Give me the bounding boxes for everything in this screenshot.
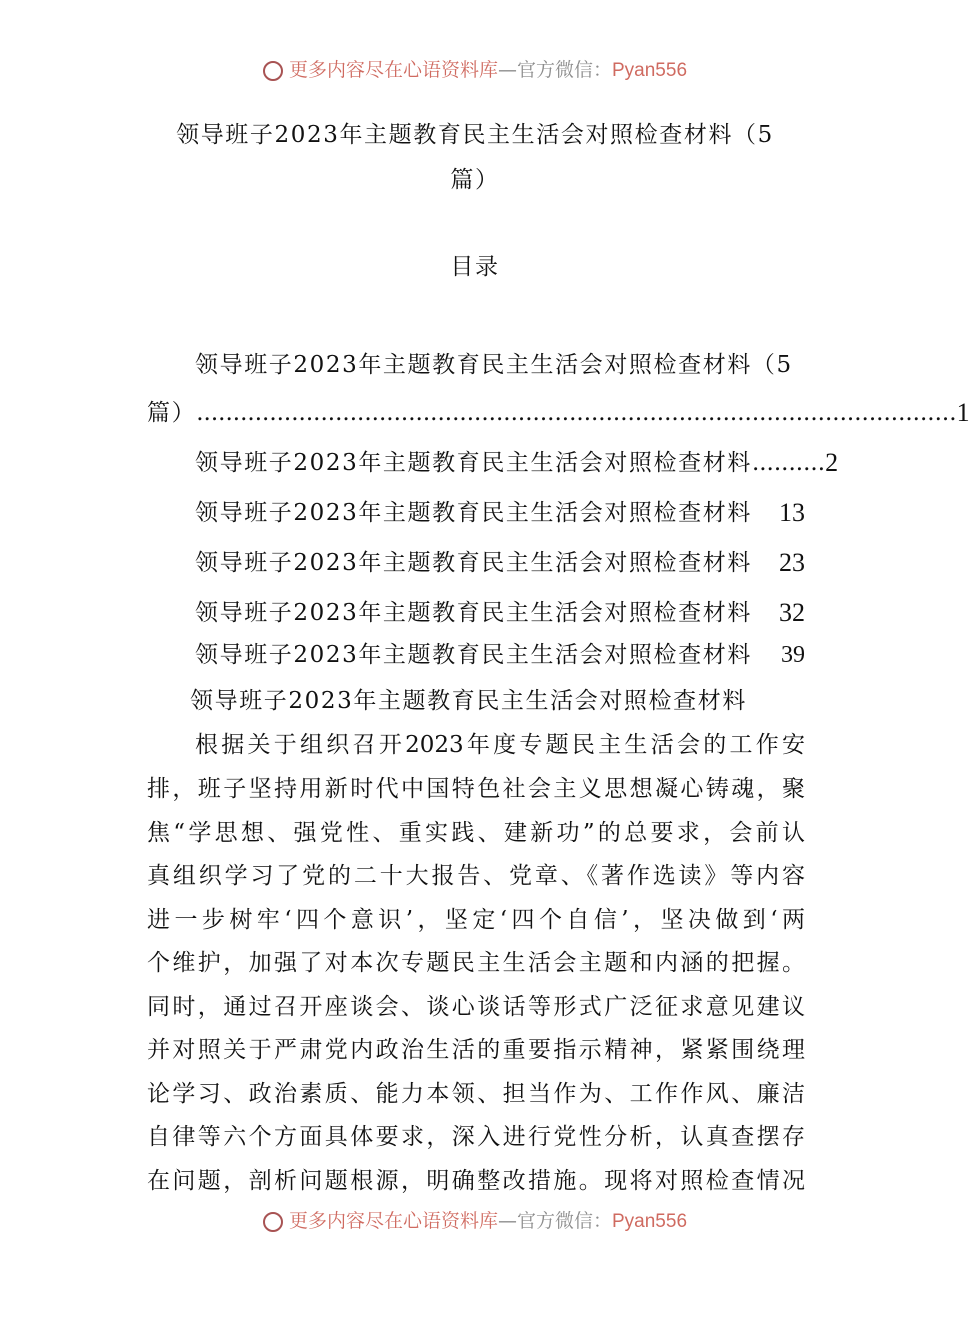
logo-icon bbox=[263, 1212, 283, 1232]
toc-entry-4[interactable]: 领导班子2023年主题教育民主生活会对照检查材料 23 bbox=[195, 548, 805, 577]
body-line: 个维护，加强了对本次专题民主生活会主题和内涵的把握。 bbox=[147, 950, 805, 976]
leader-spacer bbox=[752, 640, 781, 670]
toc-entry-3[interactable]: 领导班子2023年主题教育民主生活会对照检查材料 13 bbox=[195, 498, 805, 527]
toc-entry-1[interactable]: 篇） ........................................................................................................ 1 bbox=[147, 398, 970, 427]
body-line: 根据关于组织召开2023年度专题民主生活会的工作安 bbox=[195, 732, 805, 758]
toc-entry-6[interactable]: 领导班子2023年主题教育民主生活会对照检查材料 39 bbox=[195, 642, 805, 668]
body-line: 自律等六个方面具体要求，深入进行党性分析，认真查摆存 bbox=[147, 1124, 805, 1150]
body-line: 焦“学思想、强党性、重实践、建新功”的总要求，会前认 bbox=[147, 820, 805, 846]
body-line: 并对照关于严肃党内政治生活的重要指示精神，紧紧围绕理 bbox=[147, 1037, 805, 1063]
toc-entry-1-line1[interactable]: 领导班子2023年主题教育民主生活会对照检查材料（5 bbox=[195, 352, 793, 378]
section-title: 领导班子2023年主题教育民主生活会对照检查材料 bbox=[190, 688, 747, 714]
document-title-line2: 篇） bbox=[450, 167, 500, 193]
body-line: 同时，通过召开座谈会、谈心谈话等形式广泛征求意见建议 bbox=[147, 994, 805, 1020]
leader-spacer bbox=[752, 548, 779, 578]
watermark-footer: 更多内容尽在心语资料库—官方微信：Pyan556 bbox=[0, 1209, 950, 1234]
body-line: 排，班子坚持用新时代中国特色社会主义思想凝心铸魂，聚 bbox=[147, 776, 805, 802]
leader-spacer bbox=[752, 498, 779, 528]
body-line: 在问题，剖析问题根源，明确整改措施。现将对照检查情况 bbox=[147, 1168, 805, 1194]
leader-spacer bbox=[752, 598, 779, 628]
toc-entry-5[interactable]: 领导班子2023年主题教育民主生活会对照检查材料 32 bbox=[195, 598, 805, 627]
toc-entry-2[interactable]: 领导班子2023年主题教育民主生活会对照检查材料 .......... 2 bbox=[195, 448, 839, 477]
body-line: 真组织学习了党的二十大报告、党章、《著作选读》等内容 bbox=[147, 863, 805, 889]
leader-dots: .......... bbox=[751, 450, 826, 476]
body-line: 进一步树牢‘四个意识’，坚定‘四个自信’，坚决做到‘两 bbox=[147, 907, 805, 933]
document-title-line1: 领导班子2023年主题教育民主生活会对照检查材料（5 bbox=[176, 122, 774, 148]
toc-heading: 目录 bbox=[450, 254, 500, 280]
leader-dots: ........................................................................................................ bbox=[196, 400, 957, 426]
watermark-header: 更多内容尽在心语资料库—官方微信：Pyan556 bbox=[0, 58, 950, 83]
body-line: 论学习、政治素质、能力本领、担当作为、工作作风、廉洁 bbox=[147, 1081, 805, 1107]
logo-icon bbox=[263, 61, 283, 81]
